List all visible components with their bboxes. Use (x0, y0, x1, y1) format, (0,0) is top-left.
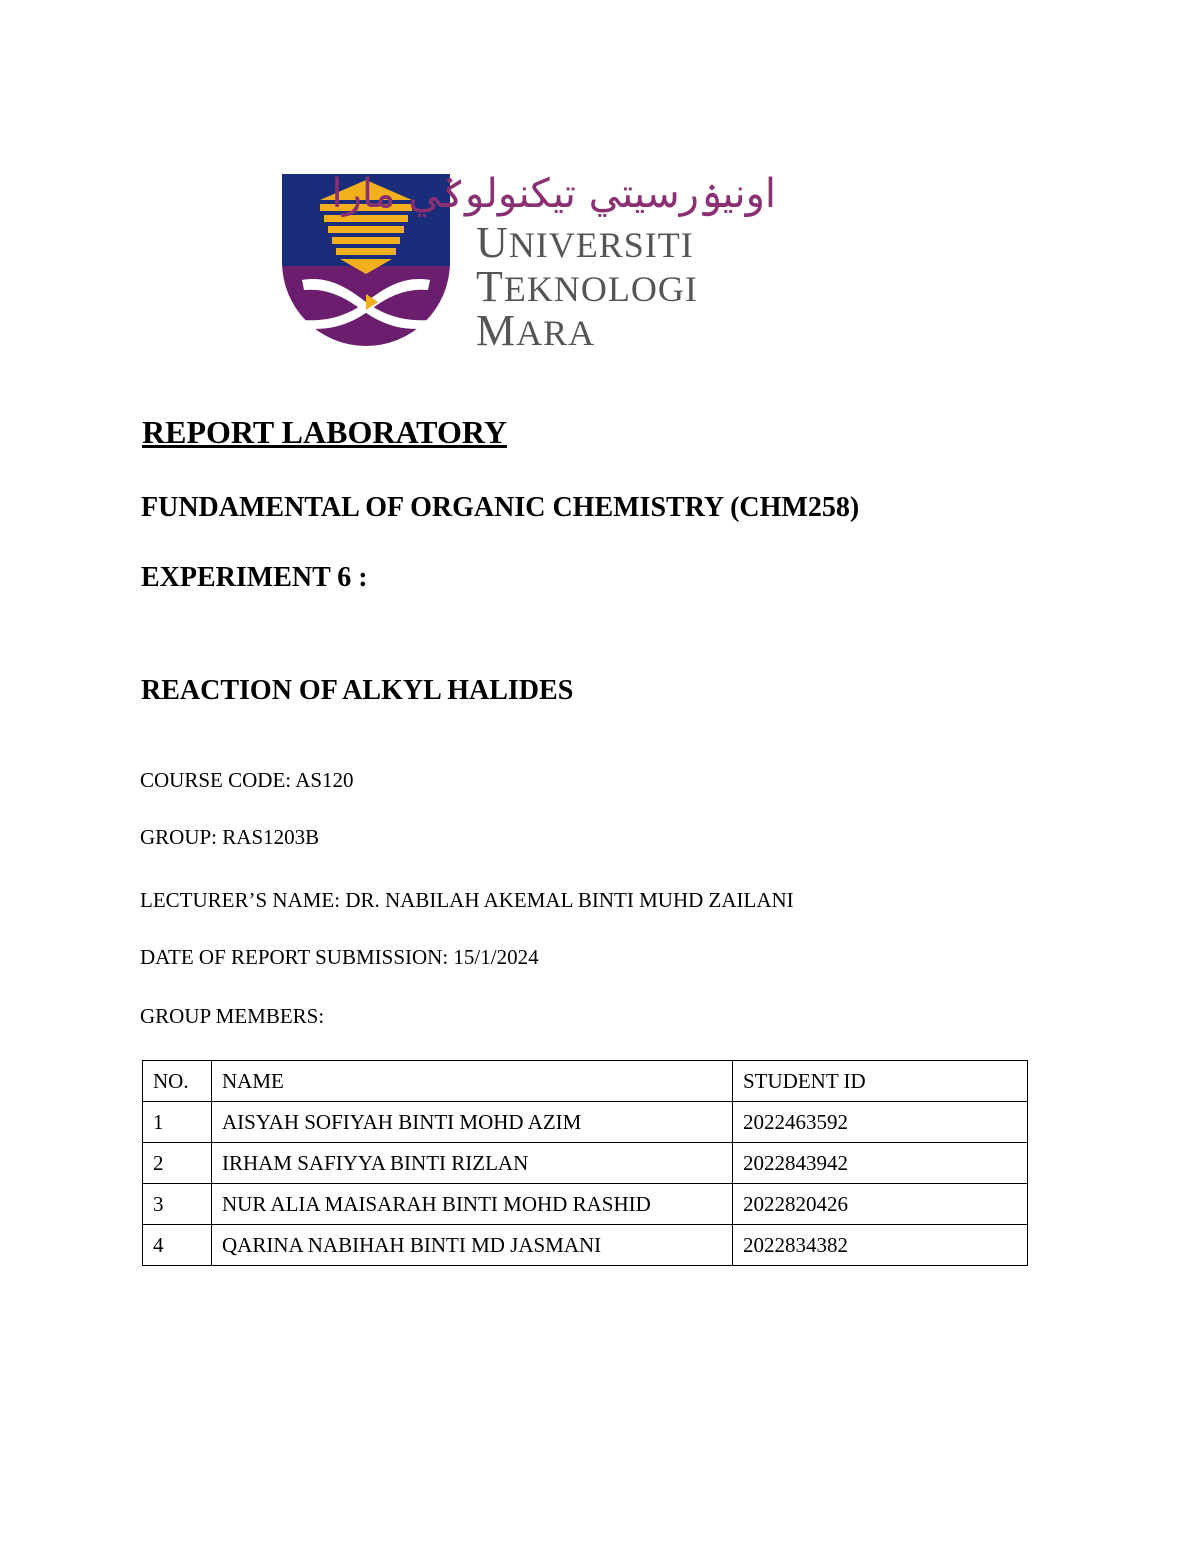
course-code: COURSE CODE: AS120 (140, 768, 354, 792)
group-members-label: GROUP MEMBERS: (140, 1004, 325, 1028)
lecturer-name: LECTURER’S NAME: DR. NABILAH AKEMAL BINTI MUHD ZAILANI (140, 888, 794, 912)
report-title: REPORT LABORATORY (142, 414, 507, 450)
cell-student-id: 2022820426 (733, 1184, 1028, 1225)
experiment-number: EXPERIMENT 6 : (141, 562, 368, 593)
header-no: NO. (143, 1061, 212, 1102)
cell-name: AISYAH SOFIYAH BINTI MOHD AZIM (212, 1102, 733, 1143)
logo-line-1: UNIVERSITI (476, 218, 694, 267)
header-student-id: STUDENT ID (733, 1061, 1028, 1102)
course-title: FUNDAMENTAL OF ORGANIC CHEMISTRY (CHM258) (141, 492, 860, 523)
group-code: GROUP: RAS1203B (140, 825, 320, 849)
table-header-row (143, 1061, 1028, 1102)
table-row (143, 1184, 1028, 1225)
cell-no: 1 (143, 1102, 212, 1143)
logo-wordmark (476, 218, 796, 355)
cell-name: IRHAM SAFIYYA BINTI RIZLAN (212, 1143, 733, 1184)
experiment-title: REACTION OF ALKYL HALIDES (141, 675, 574, 706)
logo-line-2: TEKNOLOGI (476, 262, 698, 311)
table-row (143, 1225, 1028, 1266)
cell-no: 3 (143, 1184, 212, 1225)
cell-student-id: 2022463592 (733, 1102, 1028, 1143)
logo-jawi-text: اونيۏرسيتي تيكنولوݢي مارا (331, 171, 776, 217)
cell-no: 4 (143, 1225, 212, 1266)
submission-date: DATE OF REPORT SUBMISSION: 15/1/2024 (140, 945, 539, 969)
logo-line-3: MARA (476, 306, 596, 355)
cell-name: NUR ALIA MAISARAH BINTI MOHD RASHID (212, 1184, 733, 1225)
cell-student-id: 2022834382 (733, 1225, 1028, 1266)
cell-name: QARINA NABIHAH BINTI MD JASMANI (212, 1225, 733, 1266)
university-logo (280, 150, 790, 375)
group-members-table (142, 1060, 1028, 1266)
table-row (143, 1102, 1028, 1143)
header-name: NAME (212, 1061, 733, 1102)
table-row (143, 1143, 1028, 1184)
cell-no: 2 (143, 1143, 212, 1184)
cell-student-id: 2022843942 (733, 1143, 1028, 1184)
